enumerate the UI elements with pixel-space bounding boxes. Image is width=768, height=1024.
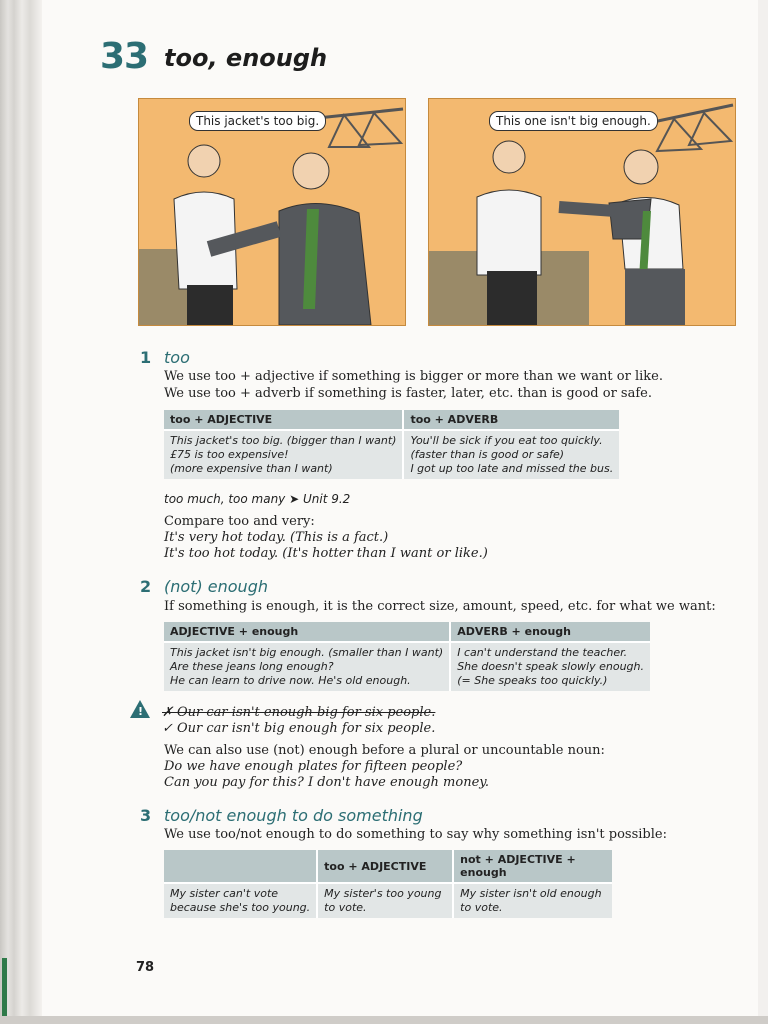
example-line: because she's too young. [170,901,311,914]
table-header: ADJECTIVE + enough [164,622,450,642]
example-sentence: Can you pay for this? I don't have enough money. [164,775,490,790]
unit-title: too, enough [164,44,328,72]
section-3-intro: We use too/not enough to do something to say why something isn't possible: [164,827,667,842]
cartoon-shop-scene-2 [429,99,735,325]
noun-intro: We can also use (not) enough before a plural or uncountable noun: [164,743,605,758]
too-adjective-adverb-table [164,410,619,479]
example-line: to vote. [460,901,503,914]
example-line: My sister isn't old enough [460,887,602,900]
correct-example: ✓ Our car isn't big enough for six people. [162,721,436,736]
table-header: too + ADJECTIVE [317,850,453,883]
section-1-number: 1 [140,348,152,367]
table-header: not + ADJECTIVE + enough [453,850,612,883]
page-bottom-edge [0,1016,768,1024]
compare-line: Compare too and very: [164,514,315,529]
table-cell [450,642,650,691]
page-number: 78 [136,960,155,975]
illustration-too-big [138,98,406,326]
illustration-not-big-enough [428,98,736,326]
section-2-title: (not) enough [164,577,268,596]
example-line: This jacket isn't big enough. (smaller than I want) [170,646,444,659]
example-sentence: It's very hot today. (This is a fact.) [164,530,389,545]
section-3-number: 3 [140,806,152,825]
example-sentence: It's too hot today. (It's hotter than I want or like.) [164,546,488,561]
section-1-intro-line: We use too + adverb if something is faster, later, etc. than is good or safe. [164,386,652,401]
section-1-title: too [164,348,190,367]
table-cell [164,642,450,691]
example-line: (faster than is good or safe) [410,448,565,461]
spine-colour-tab [2,958,7,1018]
warning-exclamation: ! [138,705,144,718]
example-line: I can't understand the teacher. [457,646,628,659]
example-line: He can learn to drive now. He's old enough. [170,674,411,687]
example-line: (more expensive than I want) [170,462,333,475]
section-3-title: too/not enough to do something [164,806,423,825]
cartoon-shop-scene-1 [139,99,405,325]
adjective-adverb-enough-table [164,622,650,691]
unit-number: 33 [100,36,149,77]
example-line: My sister can't vote [170,887,279,900]
table-cell [453,883,612,918]
speech-bubble: This jacket's too big. [189,111,326,131]
book-spine [0,0,42,1024]
example-line: This jacket's too big. (bigger than I want) [170,434,397,447]
too-not-enough-to-table [164,850,612,918]
example-line: She doesn't speak slowly enough. [457,660,644,673]
speech-bubble: This one isn't big enough. [489,111,658,131]
section-1-intro-line: We use too + adjective if something is bigger or more than we want or like. [164,369,663,384]
table-cell [403,430,619,479]
table-header: ADVERB + enough [450,622,650,642]
example-line: to vote. [324,901,367,914]
cross-reference: too much, too many ➤ Unit 9.2 [164,492,351,506]
table-cell [164,883,317,918]
example-line: You'll be sick if you eat too quickly. [410,434,603,447]
section-2-intro: If something is enough, it is the correct size, amount, speed, etc. for what we want: [164,599,716,614]
example-line: (= She speaks too quickly.) [457,674,608,687]
table-header: too + ADVERB [403,410,619,430]
example-line: £75 is too expensive! [170,448,289,461]
example-line: I got up too late and missed the bus. [410,462,614,475]
table-cell [164,430,403,479]
table-header: too + ADJECTIVE [164,410,403,430]
example-line: My sister's too young [324,887,442,900]
table-header [164,850,317,883]
section-2-number: 2 [140,577,152,596]
example-sentence: Do we have enough plates for fifteen people? [164,759,463,774]
example-line: Are these jeans long enough? [170,660,334,673]
table-cell [317,883,453,918]
incorrect-example: ✗ Our car isn't enough big for six people. [162,705,436,720]
